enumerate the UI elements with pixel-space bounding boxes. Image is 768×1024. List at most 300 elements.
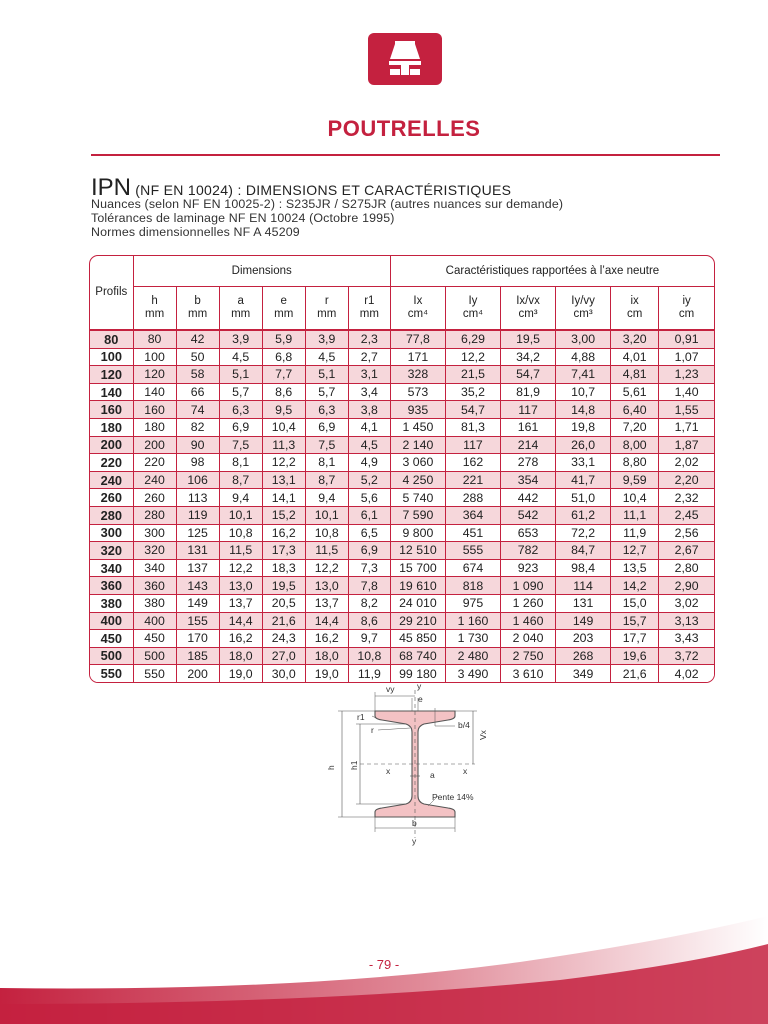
column-unit: cm³ [573,308,593,320]
table-cell: 30,0 [262,665,305,682]
table-cell: 782 [501,542,556,560]
column-name: iy [682,295,691,307]
table-cell: 1,55 [659,401,714,419]
column-unit: cm⁴ [407,308,429,320]
info-nuances: Nuances (selon NF EN 10025-2) : S235JR / S275JR (autres nuances sur demande) [91,197,564,211]
table-cell: 162 [445,454,500,472]
column-name: Ix/vx [516,295,540,307]
table-cell: 29 210 [390,612,445,630]
table-cell: 14,2 [611,577,659,595]
table-cell: 3,02 [659,594,714,612]
table-cell: 90 [176,436,219,454]
table-cell: 5,2 [348,471,390,489]
table-cell: 11,3 [262,436,305,454]
table-cell: 15,0 [611,594,659,612]
column-unit: mm [144,308,165,320]
label-x-left: x [386,766,391,776]
table-cell: 260 [133,489,176,507]
table-cell: 5,7 [305,383,348,401]
table-cell: 66 [176,383,219,401]
table-cell: 19,5 [262,577,305,595]
column-name: r [324,295,329,307]
table-cell: 19,6 [611,647,659,665]
column-unit: cm³ [518,308,538,320]
table-cell: 214 [501,436,556,454]
table-cell: 19,8 [556,418,611,436]
table-cell: 9,4 [305,489,348,507]
table-cell: 149 [176,594,219,612]
column-name: Iy [468,295,478,307]
heading-sub: (NF EN 10024) : DIMENSIONS ET CARACTÉRISTIQUES [131,182,512,198]
table-cell: 11,1 [611,506,659,524]
profile-cell: 200 [90,436,133,454]
table-cell: 8,6 [348,612,390,630]
table-row [90,471,714,489]
table-row [90,612,714,630]
label-y-bottom: y [412,836,417,846]
column-unit: cm [678,308,695,320]
table-cell: 2,67 [659,542,714,560]
table-row [90,401,714,419]
profile-cell: 300 [90,524,133,542]
table-cell: 12 510 [390,542,445,560]
table-cell: 113 [176,489,219,507]
ipn-section-diagram [320,678,520,846]
column-unit: cm [626,308,643,320]
table-cell: 14,1 [262,489,305,507]
table-cell: 7,5 [305,436,348,454]
table-cell: 8,7 [219,471,262,489]
table-cell: 18,3 [262,559,305,577]
page-title: POUTRELLES [327,116,481,141]
table-cell: 3,9 [219,330,262,348]
table-cell: 2,45 [659,506,714,524]
table-cell: 137 [176,559,219,577]
table-cell: 99 180 [390,665,445,682]
table-cell: 2 480 [445,647,500,665]
table-cell: 4,5 [348,436,390,454]
table-cell: 1,87 [659,436,714,454]
label-a: a [430,770,435,780]
table-cell: 8,6 [262,383,305,401]
profile-cell: 450 [90,630,133,648]
table-cell: 220 [133,454,176,472]
table-cell: 203 [556,630,611,648]
column-header [611,287,659,331]
table-cell: 15,7 [611,612,659,630]
table-cell: 4,88 [556,348,611,366]
table-cell: 8,7 [305,471,348,489]
profile-cell: 260 [90,489,133,507]
table-cell: 4,9 [348,454,390,472]
table-cell: 20,5 [262,594,305,612]
table-cell: 555 [445,542,500,560]
table-cell: 10,8 [305,524,348,542]
profile-cell: 340 [90,559,133,577]
table-cell: 13,0 [219,577,262,595]
table-cell: 4,1 [348,418,390,436]
column-header [501,287,556,331]
table-cell: 4,5 [219,348,262,366]
table-cell: 3,13 [659,612,714,630]
table-cell: 8,00 [611,436,659,454]
table-row [90,524,714,542]
table-cell: 125 [176,524,219,542]
table-row [90,559,714,577]
table-cell: 1,40 [659,383,714,401]
label-r1: r1 [357,712,365,722]
table-cell: 5,61 [611,383,659,401]
table-cell: 542 [501,506,556,524]
table-cell: 81,9 [501,383,556,401]
table-row [90,489,714,507]
table-cell: 2,90 [659,577,714,595]
table-cell: 653 [501,524,556,542]
table-cell: 119 [176,506,219,524]
table-cell: 6,29 [445,330,500,348]
table-cell: 170 [176,630,219,648]
table-row [90,418,714,436]
table-cell: 5,1 [305,366,348,384]
column-header [556,287,611,331]
column-name: ix [630,295,639,307]
table-cell: 200 [176,665,219,682]
table-cell: 2,3 [348,330,390,348]
table-cell: 2,7 [348,348,390,366]
table-cell: 11,5 [219,542,262,560]
table-cell: 923 [501,559,556,577]
table-row [90,436,714,454]
label-b4: b/4 [458,720,470,730]
column-unit: mm [231,308,251,320]
table-cell: 7,3 [348,559,390,577]
table-cell: 8,2 [348,594,390,612]
table-cell: 7 590 [390,506,445,524]
label-vx: Vx [478,730,488,740]
table-cell: 45 850 [390,630,445,648]
table-cell: 5,9 [262,330,305,348]
table-row [90,594,714,612]
table-cell: 72,2 [556,524,611,542]
table-cell: 12,2 [219,559,262,577]
table-cell: 280 [133,506,176,524]
table-cell: 340 [133,559,176,577]
table-cell: 21,6 [262,612,305,630]
table-cell: 77,8 [390,330,445,348]
table-cell: 12,2 [305,559,348,577]
table-cell: 364 [445,506,500,524]
table-cell: 1 160 [445,612,500,630]
table-cell: 10,7 [556,383,611,401]
table-cell: 7,41 [556,366,611,384]
table-cell: 1,71 [659,418,714,436]
label-b: b [412,818,417,828]
table-cell: 11,9 [348,665,390,682]
table-cell: 550 [133,665,176,682]
profile-cell: 380 [90,594,133,612]
table-cell: 1,23 [659,366,714,384]
table-cell: 5,6 [348,489,390,507]
column-unit: cm⁴ [462,308,484,320]
table-cell: 320 [133,542,176,560]
table-cell: 117 [445,436,500,454]
table-cell: 2 750 [501,647,556,665]
table-row [90,630,714,648]
table-cell: 14,4 [305,612,348,630]
table-cell: 120 [133,366,176,384]
table-cell: 818 [445,577,500,595]
table-cell: 6,3 [305,401,348,419]
table-cell: 61,2 [556,506,611,524]
table-cell: 7,20 [611,418,659,436]
table-cell: 573 [390,383,445,401]
table-cell: 3,1 [348,366,390,384]
table-cell: 42 [176,330,219,348]
table-cell: 51,0 [556,489,611,507]
table-cell: 68 740 [390,647,445,665]
table-cell: 6,5 [348,524,390,542]
table-cell: 1 260 [501,594,556,612]
table-cell: 6,9 [219,418,262,436]
table-cell: 13,7 [305,594,348,612]
table-cell: 98,4 [556,559,611,577]
table-cell: 442 [501,489,556,507]
table-cell: 278 [501,454,556,472]
header-characteristics: Caractéristiques rapportées à l’axe neutre [390,256,714,287]
table-cell: 2 040 [501,630,556,648]
label-h1: h1 [349,760,359,770]
label-h: h [326,765,336,770]
table-cell: 161 [501,418,556,436]
table-cell: 3,9 [305,330,348,348]
profile-cell: 100 [90,348,133,366]
profile-cell: 160 [90,401,133,419]
table-cell: 180 [133,418,176,436]
table-cell: 400 [133,612,176,630]
label-r: r [371,725,374,735]
column-name: r1 [364,295,375,307]
table-cell: 221 [445,471,500,489]
table-cell: 300 [133,524,176,542]
column-unit: mm [274,308,294,320]
table-cell: 7,5 [219,436,262,454]
table-cell: 2,56 [659,524,714,542]
table-cell: 9 800 [390,524,445,542]
table-cell: 9,5 [262,401,305,419]
table-cell: 10,4 [611,489,659,507]
title-divider [91,154,720,156]
table-cell: 19,0 [305,665,348,682]
profile-cell: 220 [90,454,133,472]
table-cell: 6,9 [348,542,390,560]
table-cell: 160 [133,401,176,419]
column-name: Iy/vy [571,295,595,307]
table-cell: 8,1 [219,454,262,472]
table-cell: 240 [133,471,176,489]
column-name: h [151,295,158,307]
table-cell: 9,4 [219,489,262,507]
table-cell: 0,91 [659,330,714,348]
table-cell: 500 [133,647,176,665]
column-header [390,287,445,331]
table-cell: 15,2 [262,506,305,524]
table-cell: 26,0 [556,436,611,454]
table-cell: 1 460 [501,612,556,630]
table-cell: 450 [133,630,176,648]
table-cell: 117 [501,401,556,419]
column-name: Ix [413,295,423,307]
column-unit: mm [359,308,379,320]
table-row [90,454,714,472]
table-cell: 9,59 [611,471,659,489]
table-cell: 7,7 [262,366,305,384]
column-unit: mm [188,308,208,320]
table-cell: 3,00 [556,330,611,348]
table-row [90,577,714,595]
table-cell: 3,43 [659,630,714,648]
table-row [90,542,714,560]
table-cell: 1 730 [445,630,500,648]
profile-cell: 360 [90,577,133,595]
table-cell: 18,0 [219,647,262,665]
table-cell: 6,8 [262,348,305,366]
header-dimensions: Dimensions [133,256,390,287]
table-cell: 34,2 [501,348,556,366]
table-cell: 6,3 [219,401,262,419]
ipn-table [89,255,715,683]
table-cell: 35,2 [445,383,500,401]
table-cell: 82 [176,418,219,436]
table-cell: 2,80 [659,559,714,577]
profile-cell: 320 [90,542,133,560]
table-cell: 2,20 [659,471,714,489]
table-cell: 143 [176,577,219,595]
table-cell: 3 060 [390,454,445,472]
column-name: b [194,295,201,307]
table-cell: 935 [390,401,445,419]
table-cell: 2,32 [659,489,714,507]
info-tolerances: Tolérances de laminage NF EN 10024 (Octobre 1995) [91,211,395,225]
table-cell: 54,7 [501,366,556,384]
table-cell: 6,40 [611,401,659,419]
table-cell: 288 [445,489,500,507]
table-cell: 4,01 [611,348,659,366]
table-cell: 100 [133,348,176,366]
table-cell: 6,9 [305,418,348,436]
label-y-top: y [417,681,422,691]
table-cell: 9,7 [348,630,390,648]
table-cell: 58 [176,366,219,384]
table-cell: 171 [390,348,445,366]
table-cell: 81,3 [445,418,500,436]
table-cell: 354 [501,471,556,489]
table-cell: 451 [445,524,500,542]
table-cell: 16,2 [305,630,348,648]
table-cell: 200 [133,436,176,454]
table-cell: 17,3 [262,542,305,560]
table-cell: 131 [556,594,611,612]
table-cell: 10,4 [262,418,305,436]
table-row [90,366,714,384]
table-cell: 185 [176,647,219,665]
table-cell: 12,7 [611,542,659,560]
table-cell: 11,5 [305,542,348,560]
table-cell: 41,7 [556,471,611,489]
table-cell: 674 [445,559,500,577]
table-cell: 6,1 [348,506,390,524]
label-vy: vy [386,684,395,694]
table-cell: 3 490 [445,665,500,682]
table-cell: 21,6 [611,665,659,682]
table-cell: 3,8 [348,401,390,419]
table-cell: 114 [556,577,611,595]
table-cell: 15 700 [390,559,445,577]
table-cell: 13,5 [611,559,659,577]
column-header [445,287,500,331]
table-cell: 54,7 [445,401,500,419]
table-cell: 10,1 [305,506,348,524]
profile-cell: 240 [90,471,133,489]
profile-cell: 140 [90,383,133,401]
column-header [176,287,219,331]
table-cell: 17,7 [611,630,659,648]
table-cell: 3,20 [611,330,659,348]
table-cell: 21,5 [445,366,500,384]
table-cell: 2 140 [390,436,445,454]
column-header [219,287,262,331]
table-cell: 328 [390,366,445,384]
table-cell: 16,2 [219,630,262,648]
table-cell: 10,8 [219,524,262,542]
table-cell: 4 250 [390,471,445,489]
table-cell: 80 [133,330,176,348]
table-cell: 14,4 [219,612,262,630]
profile-cell: 550 [90,665,133,682]
table-cell: 24,3 [262,630,305,648]
profile-cell: 180 [90,418,133,436]
table-row [90,506,714,524]
table-cell: 50 [176,348,219,366]
table-cell: 10,1 [219,506,262,524]
table-cell: 3,72 [659,647,714,665]
table-cell: 4,5 [305,348,348,366]
table-cell: 975 [445,594,500,612]
info-normes: Normes dimensionnelles NF A 45209 [91,225,300,239]
table-cell: 155 [176,612,219,630]
profile-cell: 120 [90,366,133,384]
table-cell: 24 010 [390,594,445,612]
table-cell: 13,7 [219,594,262,612]
table-cell: 4,81 [611,366,659,384]
table-cell: 19,0 [219,665,262,682]
column-name: a [237,295,244,307]
profile-cell: 400 [90,612,133,630]
table-cell: 14,8 [556,401,611,419]
column-header [659,287,714,331]
table-cell: 1 090 [501,577,556,595]
column-header [305,287,348,331]
table-cell: 5,7 [219,383,262,401]
table-cell: 33,1 [556,454,611,472]
table-cell: 3,4 [348,383,390,401]
table-cell: 19 610 [390,577,445,595]
header-profils: Profils [90,256,133,330]
beam-logo-icon [368,33,442,85]
column-unit: mm [317,308,337,320]
table-cell: 131 [176,542,219,560]
table-cell: 360 [133,577,176,595]
table-row [90,383,714,401]
